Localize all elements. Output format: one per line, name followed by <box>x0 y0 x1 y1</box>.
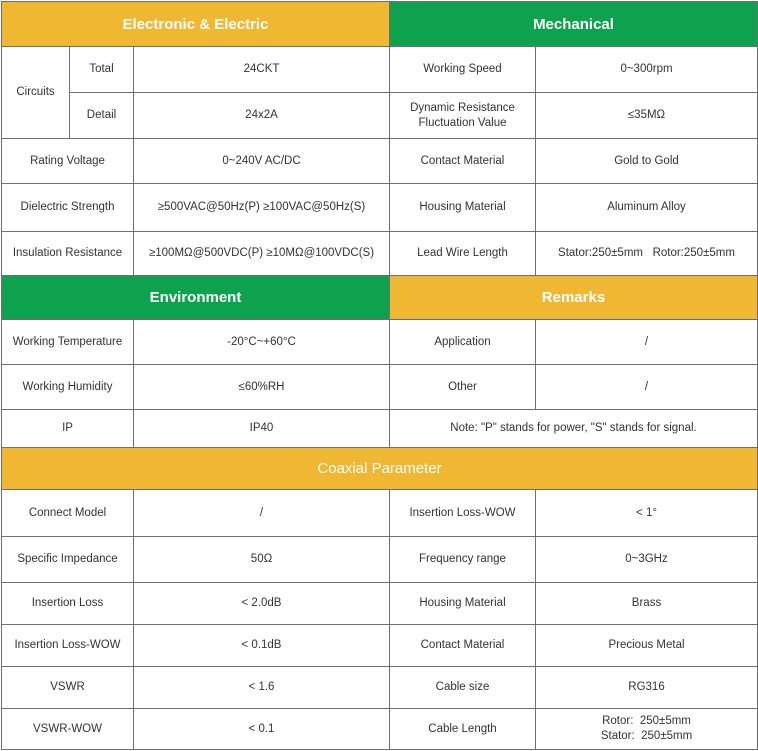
insertion-loss-wow-value: < 0.1dB <box>134 625 390 667</box>
cable-size-label: Cable size <box>390 667 536 709</box>
table-row <box>2 625 758 667</box>
other-value: / <box>536 365 758 410</box>
coaxial-parameter-header: Coaxial Parameter <box>2 448 758 490</box>
lead-wire-length-label: Lead Wire Length <box>390 232 536 276</box>
spec-table <box>1 1 758 750</box>
vswr-value: < 1.6 <box>134 667 390 709</box>
dynamic-resistance-value: ≤35MΩ <box>536 93 758 139</box>
remarks-note: Note: "P" stands for power, "S" stands for signal. <box>390 410 758 448</box>
circuits-label: Circuits <box>2 47 70 139</box>
dynamic-resistance-label <box>390 93 536 139</box>
electronic-electric-header: Electronic & Electric <box>2 2 390 47</box>
environment-header: Environment <box>2 276 390 320</box>
table-row <box>2 47 758 93</box>
insertion-loss-value: < 2.0dB <box>134 583 390 625</box>
working-speed-value: 0~300rpm <box>536 47 758 93</box>
table-row <box>2 93 758 139</box>
specific-impedance-value: 50Ω <box>134 537 390 583</box>
insertion-loss-wow-label: Insertion Loss-WOW <box>2 625 134 667</box>
contact-material-label: Contact Material <box>390 139 536 184</box>
table-row <box>2 709 758 750</box>
table-row <box>2 320 758 365</box>
table-row <box>2 184 758 232</box>
connect-model-label: Connect Model <box>2 490 134 537</box>
housing-material-label: Housing Material <box>390 184 536 232</box>
dielectric-strength-label: Dielectric Strength <box>2 184 134 232</box>
remarks-header: Remarks <box>390 276 758 320</box>
cable-length-label: Cable Length <box>390 709 536 750</box>
working-humidity-label: Working Humidity <box>2 365 134 410</box>
frequency-range-value: 0~3GHz <box>536 537 758 583</box>
table-row <box>2 490 758 537</box>
cable-length-stator: Stator: 250±5mm <box>600 730 693 742</box>
cable-size-value: RG316 <box>536 667 758 709</box>
circuits-total-value: 24CKT <box>134 47 390 93</box>
header-row-coaxial <box>2 448 758 490</box>
housing-material-value: Aluminum Alloy <box>536 184 758 232</box>
table-row <box>2 139 758 184</box>
contact-material-value: Gold to Gold <box>536 139 758 184</box>
working-speed-label: Working Speed <box>390 47 536 93</box>
dielectric-strength-value: ≥500VAC@50Hz(P) ≥100VAC@50Hz(S) <box>134 184 390 232</box>
rating-voltage-value: 0~240V AC/DC <box>134 139 390 184</box>
vswr-wow-value: < 0.1 <box>134 709 390 750</box>
lead-wire-length-value: Stator:250±5mm Rotor:250±5mm <box>536 232 758 276</box>
mechanical-header: Mechanical <box>390 2 758 47</box>
vswr-label: VSWR <box>2 667 134 709</box>
insertion-loss-wow-value-right: < 1° <box>536 490 758 537</box>
cable-length-value <box>536 709 758 750</box>
application-value: / <box>536 320 758 365</box>
coax-housing-material-value: Brass <box>536 583 758 625</box>
working-humidity-value: ≤60%RH <box>134 365 390 410</box>
table-row <box>2 365 758 410</box>
connect-model-value: / <box>134 490 390 537</box>
coax-contact-material-value: Precious Metal <box>536 625 758 667</box>
insulation-resistance-label: Insulation Resistance <box>2 232 134 276</box>
table-row <box>2 583 758 625</box>
frequency-range-label: Frequency range <box>390 537 536 583</box>
cable-length-rotor: Rotor: 250±5mm <box>602 715 691 727</box>
insertion-loss-wow-label-right: Insertion Loss-WOW <box>390 490 536 537</box>
circuits-detail-label: Detail <box>70 93 134 139</box>
coax-contact-material-label: Contact Material <box>390 625 536 667</box>
application-label: Application <box>390 320 536 365</box>
coax-housing-material-label: Housing Material <box>390 583 536 625</box>
insulation-resistance-value: ≥100MΩ@500VDC(P) ≥10MΩ@100VDC(S) <box>134 232 390 276</box>
dynamic-resistance-label-line2: Fluctuation Value <box>418 116 507 129</box>
header-row-electronic-mechanical <box>2 2 758 47</box>
table-row <box>2 667 758 709</box>
specific-impedance-label: Specific Impedance <box>2 537 134 583</box>
vswr-wow-label: VSWR-WOW <box>2 709 134 750</box>
header-row-environment-remarks <box>2 276 758 320</box>
table-row <box>2 410 758 448</box>
circuits-detail-value: 24x2A <box>134 93 390 139</box>
working-temperature-label: Working Temperature <box>2 320 134 365</box>
insertion-loss-label: Insertion Loss <box>2 583 134 625</box>
ip-label: IP <box>2 410 134 448</box>
table-row <box>2 232 758 276</box>
rating-voltage-label: Rating Voltage <box>2 139 134 184</box>
ip-value: IP40 <box>134 410 390 448</box>
working-temperature-value: -20°C~+60°C <box>134 320 390 365</box>
circuits-total-label: Total <box>70 47 134 93</box>
other-label: Other <box>390 365 536 410</box>
table-row <box>2 537 758 583</box>
dynamic-resistance-label-line1: Dynamic Resistance <box>410 101 515 114</box>
